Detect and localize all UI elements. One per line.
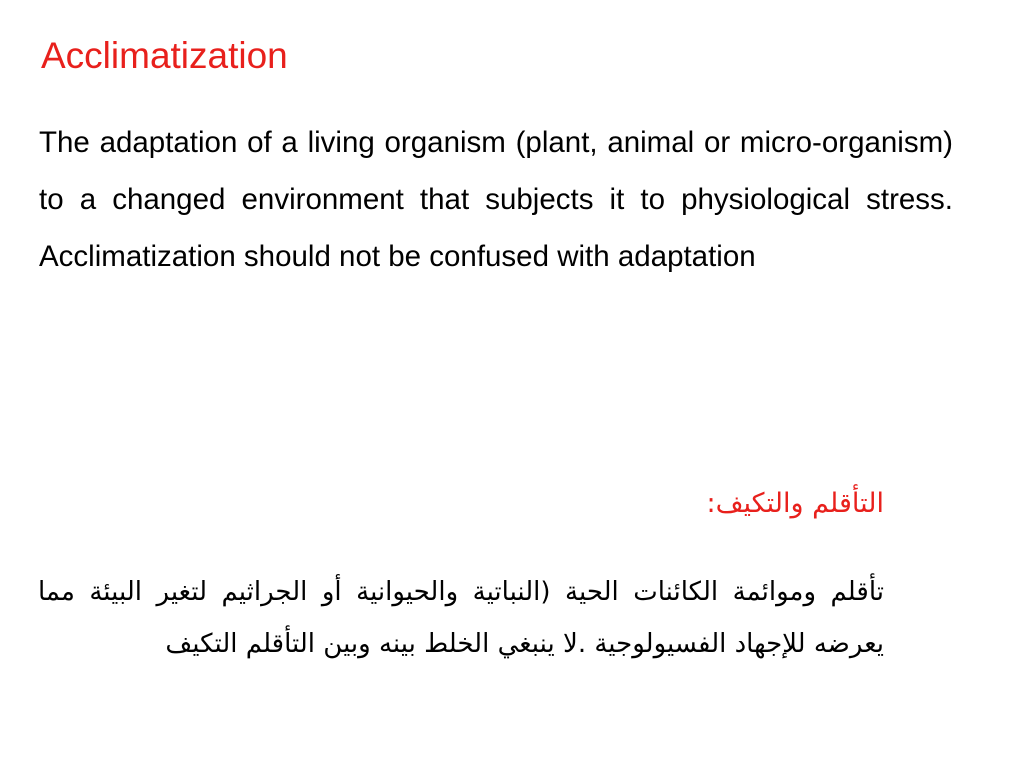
arabic-definition: تأقلم وموائمة الكائنات الحية (النباتية والحيوانية أو الجراثيم لتغير البيئة مما يعرضه للإجهاد الفسيولوجية .لا ينبغي الخلط بينه وبين التأقلم التكيف (38, 577, 884, 659)
slide-title: Acclimatization (41, 35, 288, 76)
arabic-heading: التأقلم والتكيف: (706, 488, 884, 519)
english-definition: The adaptation of a living organism (plant, animal or micro-organism) to a changed environment that subjects it to physiological stress. Acclimatization should not be confused with adaptation (39, 126, 953, 273)
